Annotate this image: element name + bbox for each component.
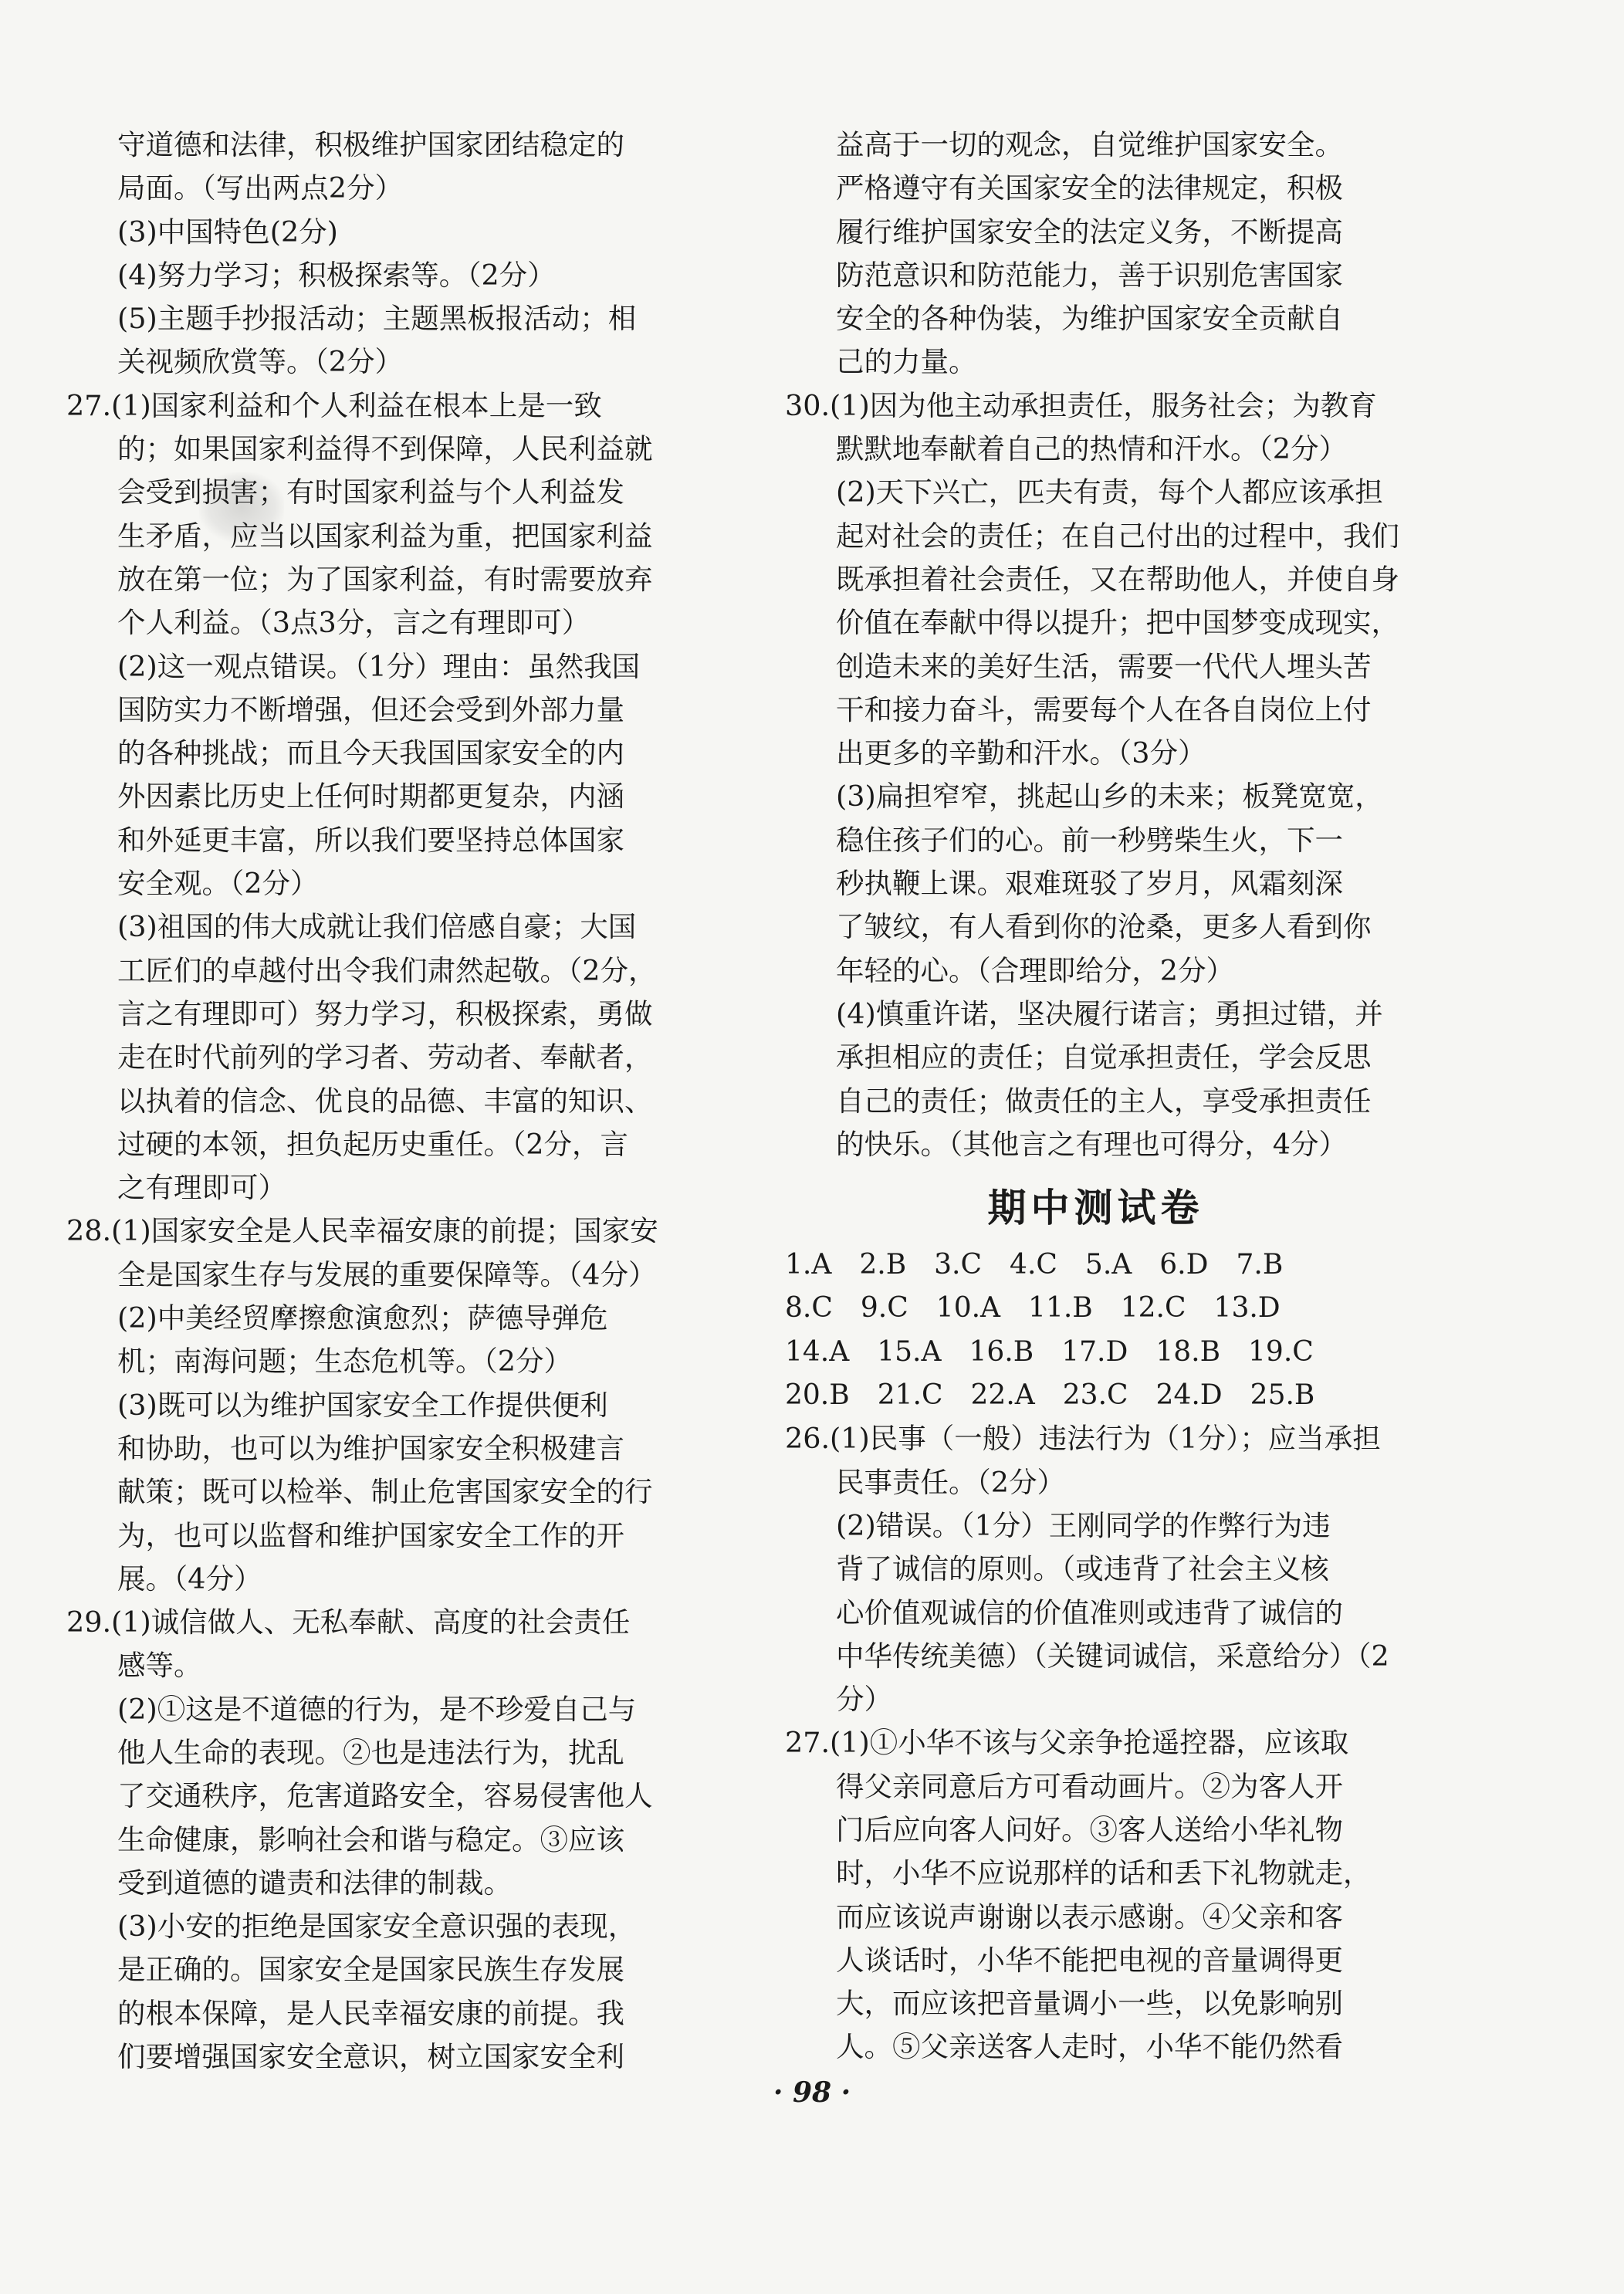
text-line: 30.(1)因为他主动承担责任，服务社会；为教育: [785, 388, 1377, 422]
text-line: 而应该说声谢谢以表示感谢。④父亲和客: [836, 1900, 1343, 1934]
text-line: 放在第一位；为了国家利益，有时需要放弃: [117, 562, 653, 596]
right-bottom-answers: [785, 1417, 1406, 2069]
text-line: 既承担着社会责任，又在帮助他人，并使自身: [836, 562, 1399, 596]
text-line: 26.(1)民事（一般）违法行为（1分）；应当承担: [785, 1422, 1381, 1456]
text-line: 中华传统美德）（关键词诚信，采意给分）（2: [836, 1639, 1389, 1673]
answer-row: 1.A 2.B 3.C 4.C 5.A 6.D 7.B: [785, 1249, 1284, 1281]
text-line: 干和接力奋斗，需要每个人在各自岗位上付: [836, 692, 1372, 726]
text-line: 29.(1)诚信做人、无私奉献、高度的社会责任: [66, 1605, 631, 1639]
text-line: 默默地奉献着自己的热情和汗水。（2分）: [836, 432, 1347, 466]
text-line: 价值在奉献中得以提升；把中国梦变成现实，: [836, 606, 1399, 640]
text-line: 背了诚信的原则。（或违背了社会主义核: [836, 1552, 1329, 1586]
text-line: 秒执鞭上课。艰难斑驳了岁月，风霜刻深: [836, 867, 1343, 901]
text-line: 履行维护国家安全的法定义务，不断提高: [836, 215, 1343, 249]
text-line: (2)①这是不道德的行为，是不珍爱自己与: [117, 1692, 637, 1726]
text-line: 创造未来的美好生活，需要一代代人埋头苦: [836, 649, 1372, 683]
text-line: 了皱纹，有人看到你的沧桑，更多人看到你: [836, 910, 1372, 944]
text-line: 的快乐。（其他言之有理也可得分，4分）: [836, 1127, 1347, 1161]
text-line: 了交通秩序，危害道路安全，容易侵害他人: [117, 1779, 653, 1813]
text-line: 展。（4分）: [117, 1561, 262, 1595]
text-line: (2)中美经贸摩擦愈演愈烈；萨德导弹危: [117, 1301, 608, 1335]
text-line: 安全的各种伪装，为维护国家安全贡献自: [836, 302, 1343, 336]
text-line: 关视频欣赏等。（2分）: [117, 345, 403, 379]
text-line: 防范意识和防范能力，善于识别危害国家: [836, 258, 1343, 292]
text-line: 安全观。（2分）: [117, 867, 319, 901]
text-line: 己的力量。: [836, 345, 977, 379]
text-line: 他人生命的表现。②也是违法行为，扰乱: [117, 1735, 624, 1769]
text-line: 全是国家生存与发展的重要保障等。（4分）: [117, 1257, 657, 1291]
text-line: 益高于一切的观念，自觉维护国家安全。: [836, 128, 1343, 161]
text-line: 28.(1)国家安全是人民幸福安康的前提；国家安: [66, 1214, 658, 1248]
text-line: 外因素比历史上任何时期都更复杂，内涵: [117, 780, 624, 814]
text-line: 的各种挑战；而且今天我国国家安全的内: [117, 736, 624, 770]
text-line: 以执着的信念、优良的品德、丰富的知识、: [117, 1084, 653, 1118]
answer-row: 20.B 21.C 22.A 23.C 24.D 25.B: [785, 1379, 1315, 1412]
text-line: 起对社会的责任；在自己付出的过程中，我们: [836, 519, 1399, 553]
text-line: 27.(1)①小华不该与父亲争抢遥控器，应该取: [785, 1726, 1349, 1760]
text-line: (3)既可以为维护国家安全工作提供便利: [117, 1388, 608, 1422]
answer-row: 8.C 9.C 10.A 11.B 12.C 13.D: [785, 1292, 1281, 1325]
section-title: 期中测试卷: [987, 1186, 1204, 1231]
text-line: (2)天下兴亡，匹夫有责，每个人都应该承担: [836, 475, 1383, 509]
text-line: 工匠们的卓越付出令我们肃然起敬。（2分，: [117, 953, 657, 987]
text-line: (2)这一观点错误。（1分）理由：虽然我国: [117, 649, 641, 683]
choice-answer-key: [785, 1243, 1406, 1417]
left-column: [66, 123, 684, 2079]
text-line: 的根本保障，是人民幸福安康的前提。我: [117, 1996, 624, 2030]
text-line: 稳住孩子们的心。前一秒劈柴生火，下一: [836, 823, 1343, 857]
text-line: (4)努力学习；积极探索等。（2分）: [117, 258, 556, 292]
text-line: (3)中国特色(2分): [117, 215, 338, 249]
text-line: 们要增强国家安全意识，树立国家安全利: [117, 2040, 624, 2074]
text-line: (2)错误。（1分）王刚同学的作弊行为违: [836, 1508, 1331, 1542]
right-top-answers: [785, 123, 1406, 1166]
text-line: 言之有理即可）努力学习，积极探索，勇做: [117, 996, 653, 1030]
text-line: 心价值观诚信的价值准则或违背了诚信的: [836, 1595, 1343, 1629]
text-line: 走在时代前列的学习者、劳动者、奉献者，: [117, 1040, 653, 1074]
text-line: (3)祖国的伟大成就让我们倍感自豪；大国: [117, 910, 637, 944]
page-number: · 98 ·: [773, 2076, 851, 2109]
text-line: 局面。（写出两点2分）: [117, 171, 403, 205]
text-line: 人谈话时，小华不能把电视的音量调得更: [836, 1943, 1343, 1977]
text-line: 会受到损害；有时国家利益与个人利益发: [117, 475, 624, 509]
text-line: 分）: [836, 1683, 892, 1717]
text-line: 献策；既可以检举、制止危害国家安全的行: [117, 1475, 653, 1509]
text-line: 国防实力不断增强，但还会受到外部力量: [117, 692, 624, 726]
text-line: 出更多的辛勤和汗水。（3分）: [836, 736, 1206, 770]
text-line: (4)慎重许诺，坚决履行诺言；勇担过错，并: [836, 996, 1383, 1030]
text-line: 承担相应的责任；自觉承担责任，学会反思: [836, 1040, 1372, 1074]
text-line: 是正确的。国家安全是国家民族生存发展: [117, 1953, 624, 1987]
answer-row: 14.A 15.A 16.B 17.D 18.B 19.C: [785, 1335, 1314, 1368]
text-line: 27.(1)国家利益和个人利益在根本上是一致: [66, 388, 602, 422]
text-line: 生矛盾，应当以国家利益为重，把国家利益: [117, 519, 653, 553]
text-line: (3)扁担窄窄，挑起山乡的未来；板凳宽宽，: [836, 780, 1383, 814]
text-line: 守道德和法律，积极维护国家团结稳定的: [117, 128, 624, 161]
text-line: 和外延更丰富，所以我们要坚持总体国家: [117, 823, 624, 857]
text-line: 之有理即可）: [117, 1171, 286, 1205]
text-line: 年轻的心。（合理即给分，2分）: [836, 953, 1234, 987]
text-line: 得父亲同意后方可看动画片。②为客人开: [836, 1769, 1343, 1803]
text-line: 感等。: [117, 1649, 202, 1683]
text-line: 为，也可以监督和维护国家安全工作的开: [117, 1518, 624, 1552]
text-line: 严格遵守有关国家安全的法律规定，积极: [836, 171, 1343, 205]
text-line: 门后应向客人问好。③客人送给小华礼物: [836, 1812, 1343, 1846]
text-line: (5)主题手抄报活动；主题黑板报活动；相: [117, 302, 637, 336]
right-column: [785, 123, 1406, 2069]
text-line: 机；南海问题；生态危机等。（2分）: [117, 1345, 572, 1379]
text-line: 大，而应该把音量调小一些，以免影响别: [836, 1987, 1343, 2021]
text-line: 时，小华不应说那样的话和丢下礼物就走，: [836, 1856, 1372, 1890]
text-line: 的；如果国家利益得不到保障，人民利益就: [117, 432, 653, 466]
text-line: 自己的责任；做责任的主人，享受承担责任: [836, 1084, 1372, 1118]
text-line: 民事责任。（2分）: [836, 1465, 1065, 1499]
text-line: 个人利益。（3点3分，言之有理即可）: [117, 606, 590, 640]
text-line: 受到道德的谴责和法律的制裁。: [117, 1866, 512, 1900]
text-line: 人。⑤父亲送客人走时，小华不能仍然看: [836, 2030, 1343, 2064]
text-line: 和协助，也可以为维护国家安全积极建言: [117, 1431, 624, 1465]
text-line: (3)小安的拒绝是国家安全意识强的表现，: [117, 1910, 637, 1944]
text-line: 生命健康，影响社会和谐与稳定。③应该: [117, 1822, 624, 1856]
text-line: 过硬的本领，担负起历史重任。（2分，言: [117, 1127, 628, 1161]
